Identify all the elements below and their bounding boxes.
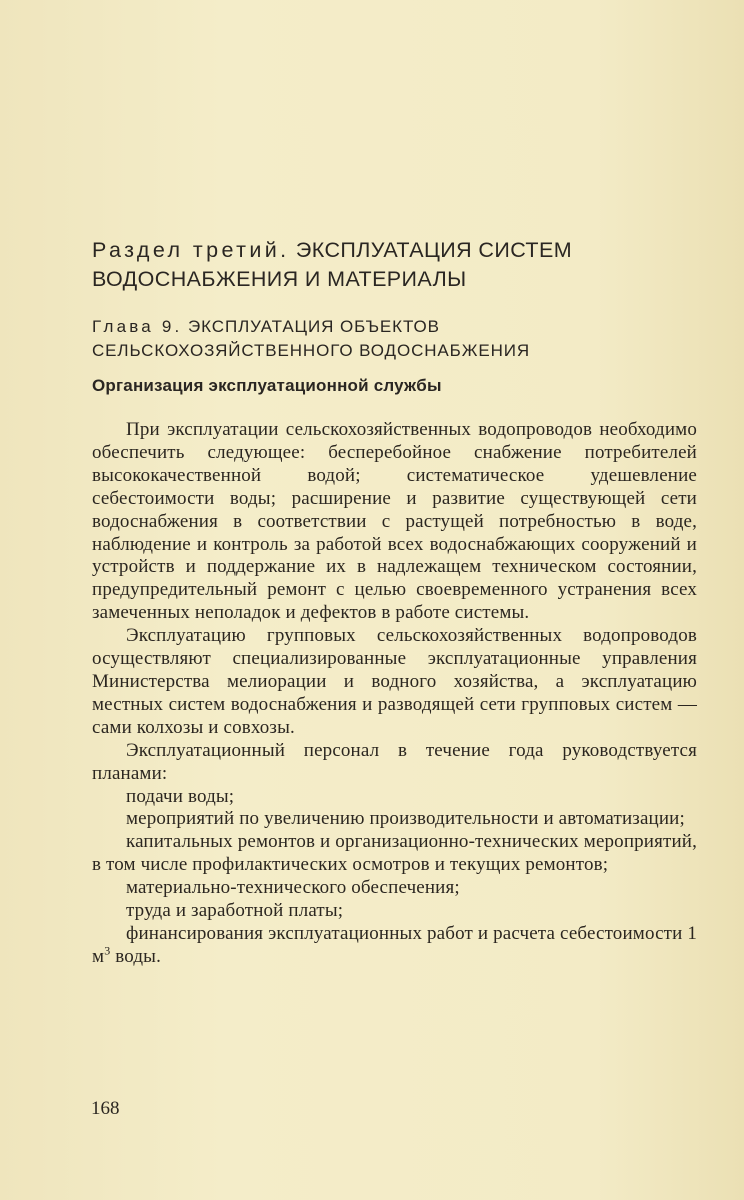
body-text bbox=[92, 419, 697, 969]
section-heading: Организация эксплуатационной службы bbox=[92, 376, 442, 395]
plan-item: материально-технического обеспечения; bbox=[126, 877, 460, 899]
superscript: 3 bbox=[104, 943, 111, 958]
part-title-line2: ВОДОСНАБЖЕНИЯ И МАТЕРИАЛЫ bbox=[92, 267, 467, 291]
paragraph: При эксплуатации сельскохозяйственных водопроводов необходимо обеспечить следующее: бесперебойное снабжение потребителей высококачественной водой; систематическое удешевление себестоимости воды; расширение и развитие существующей сети водоснабжения в соответствии с растущей потребностью в воде, наблюдение и контроль за работой всех водоснабжающих сооружений и устройств и поддержание их в надлежащем техническом состоянии, предупредительный ремонт с целью своевременного устранения всех замеченных неполадок и дефектов в работе системы. bbox=[92, 419, 697, 624]
plan-item-last-text: финансирования эксплуатационных работ и расчета себестоимости 1 м bbox=[92, 922, 697, 967]
chapter-title-line2: СЕЛЬСКОХОЗЯЙСТВЕННОГО ВОДОСНАБЖЕНИЯ bbox=[92, 341, 531, 360]
paragraph: Эксплуатацию групповых сельскохозяйственных водопроводов осуществляют специализированные эксплуатационные управления Министерства мелиорации и водного хозяйства, а эксплуатацию местных систем водоснабжения и разводящей сети групповых систем — сами колхозы и совхозы. bbox=[92, 625, 697, 738]
chapter-label: Глава 9. bbox=[92, 317, 183, 336]
chapter-heading bbox=[92, 315, 652, 363]
chapter-title-line1: ЭКСПЛУАТАЦИЯ ОБЪЕКТОВ bbox=[188, 317, 440, 336]
plan-item-last-tail: воды. bbox=[110, 945, 161, 967]
plan-item-last bbox=[92, 923, 697, 969]
part-heading bbox=[92, 236, 652, 294]
plan-item: труда и заработной платы; bbox=[126, 900, 344, 922]
plan-item: подачи воды; bbox=[126, 785, 235, 807]
part-label: Раздел третий. bbox=[92, 238, 290, 262]
part-title-line1: ЭКСПЛУАТАЦИЯ СИСТЕМ bbox=[295, 238, 573, 262]
page-number: 168 bbox=[91, 1098, 120, 1119]
plan-item: мероприятий по увеличению производительности и автоматизации; bbox=[126, 808, 685, 830]
paragraph: Эксплуатационный персонал в течение года руководствуется планами: bbox=[92, 739, 697, 784]
plan-item: капитальных ремонтов и организационно-технических мероприятий, в том числе профилактических осмотров и текущих ремонтов; bbox=[92, 831, 697, 876]
